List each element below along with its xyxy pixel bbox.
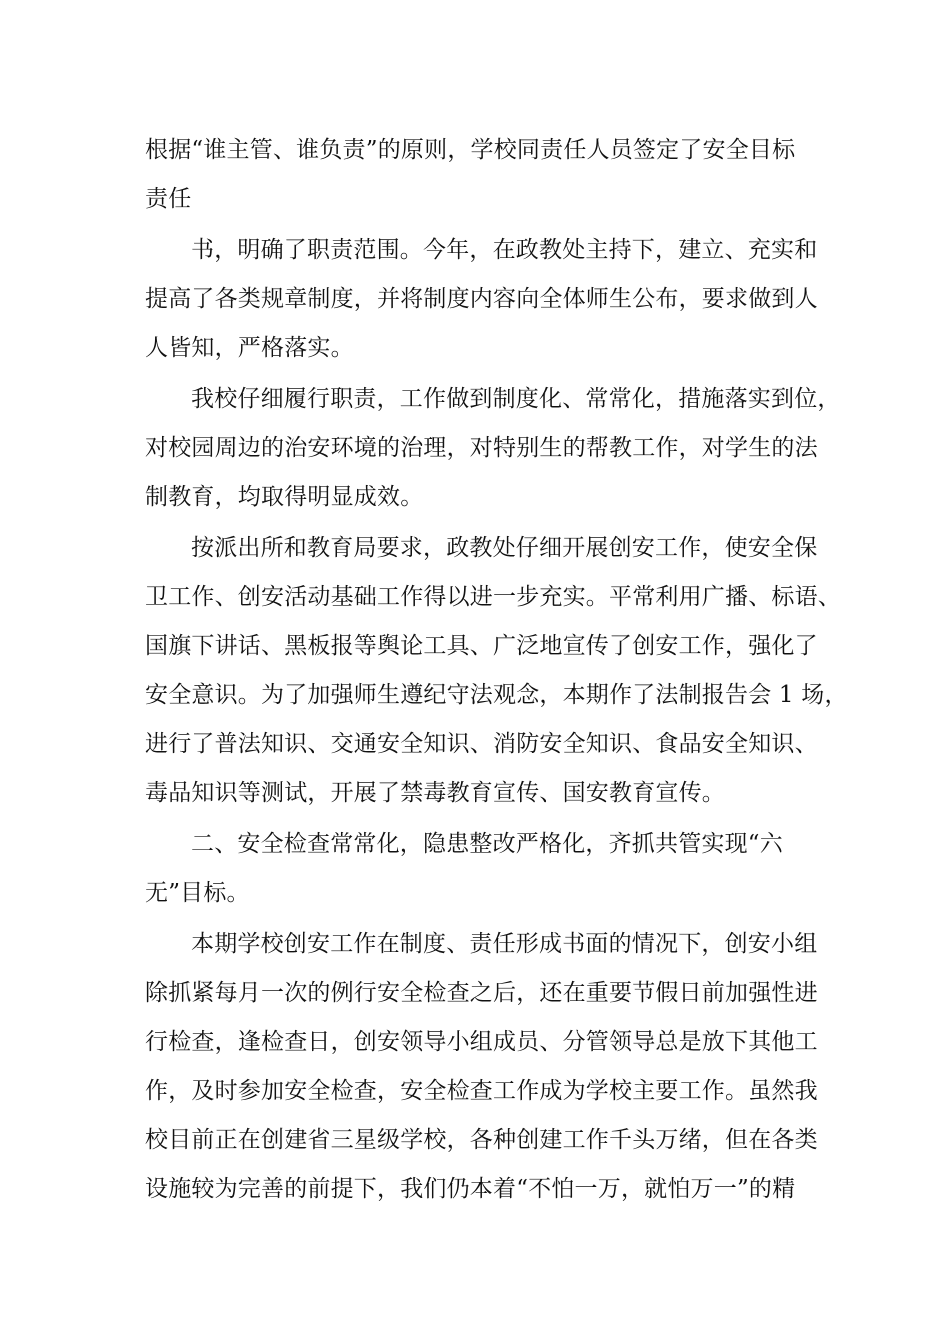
text-line: 书，明确了职责范围。今年，在政教处主持下，建立、充实和: [191, 237, 818, 263]
text-line: 人皆知，严格落实。: [145, 335, 354, 361]
document-text: [145, 126, 835, 224]
text-line: 本期学校创安工作在制度、责任形成书面的情况下，创安小组: [191, 931, 818, 957]
paragraph-2: [145, 375, 841, 522]
text-line: 进行了普法知识、交通安全知识、消防安全知识、食品安全知识、: [145, 731, 818, 757]
text-line: 二、安全检查常常化，隐患整改严格化，齐抓共管实现“六: [191, 831, 783, 857]
text-line: 按派出所和教育局要求，政教处仔细开展创安工作，使安全保: [191, 535, 818, 561]
paragraph-3: [145, 524, 848, 818]
section-heading: [145, 820, 835, 918]
text-line: 作，及时参加安全检查，安全检查工作成为学校主要工作。虽然我: [145, 1078, 818, 1104]
text-line: 设施较为完善的前提下，我们仍本着“不怕一万，就怕万一”的精: [145, 1176, 796, 1202]
text-line: 卫工作、创安活动基础工作得以进一步充实。平常利用广播、标语、: [145, 584, 841, 610]
text-line: 制教育，均取得明显成效。: [145, 484, 424, 510]
text-line: 校目前正在创建省三星级学校，各种创建工作千头万绪，但在各类: [145, 1127, 818, 1153]
paragraph-1: [145, 226, 835, 373]
text-line: 提高了各类规章制度，并将制度内容向全体师生公布，要求做到人: [145, 286, 818, 312]
text-line: 责任: [145, 186, 192, 212]
text-line: 行检查，逢检查日，创安领导小组成员、分管领导总是放下其他工: [145, 1029, 818, 1055]
text-line: 毒品知识等测试，开展了禁毒教育宣传、国安教育宣传。: [145, 780, 725, 806]
text-line: 安全意识。为了加强师生遵纪守法观念，本期作了法制报告会 1 场，: [145, 682, 848, 708]
text-line: 对校园周边的治安环境的治理，对特别生的帮教工作，对学生的法: [145, 435, 818, 461]
text-line: 我校仔细履行职责，工作做到制度化、常常化，措施落实到位，: [191, 386, 841, 412]
text-line: 国旗下讲话、黑板报等舆论工具、广泛地宣传了创安工作，强化了: [145, 633, 818, 659]
paragraph-4: [145, 920, 835, 1214]
text-line: 无”目标。: [145, 880, 250, 906]
text-line: 根据“谁主管、谁负责”的原则，学校同责任人员签定了安全目标: [145, 137, 796, 163]
text-line: 除抓紧每月一次的例行安全检查之后，还在重要节假日前加强性进: [145, 980, 818, 1006]
